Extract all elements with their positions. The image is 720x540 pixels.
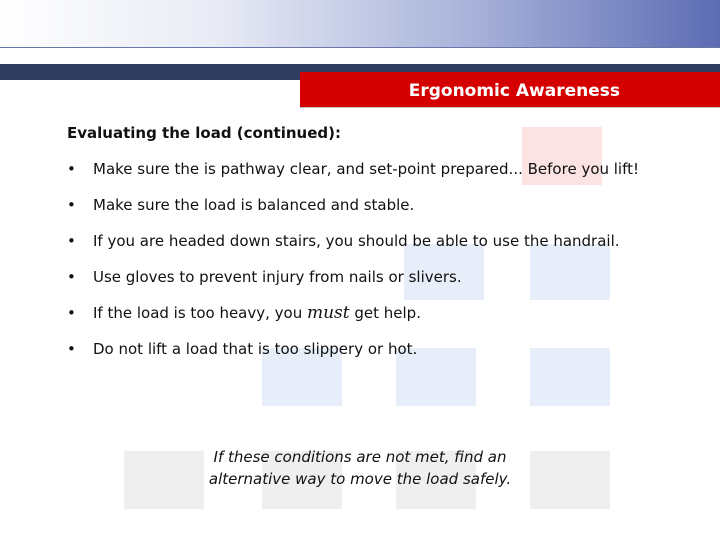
bullet-emphasis: must [306,303,350,323]
bullet-text-before: If the load is too heavy, you [93,304,307,322]
closing-note [190,446,530,490]
closing-line-1: If these conditions are not met, find an [213,448,507,466]
bullet-marker: • [67,340,76,358]
bullet-text: Do not lift a load that is too slippery or hot. [93,340,418,358]
bullet-marker: • [67,304,76,322]
bullet-text: Make sure the load is balanced and stable. [93,196,415,214]
slide-title: Ergonomic Awareness [408,81,620,101]
bullet-item [67,158,667,180]
bullet-item [67,266,667,288]
header-gradient-band [0,0,720,47]
bullet-item [67,302,667,324]
bullet-item [67,338,667,360]
bullet-text-after: get help. [349,304,421,322]
header-rule [0,47,720,48]
title-bar [300,72,720,108]
bullet-text: Make sure the is pathway clear, and set-point prepared... Before you lift! [93,160,640,178]
section-heading: Evaluating the load (continued): [67,124,341,142]
bullet-marker: • [67,232,76,250]
bullet-text: If you are headed down stairs, you should be able to use the handrail. [93,232,620,250]
bullet-item [67,194,667,216]
bullet-list [67,158,667,360]
title-bar-underline [300,107,720,108]
bullet-marker: • [67,160,76,178]
bullet-item [67,230,667,252]
bullet-text: Use gloves to prevent injury from nails or slivers. [93,268,462,286]
bullet-marker: • [67,196,76,214]
closing-line-2: alternative way to move the load safely. [208,470,512,488]
bullet-marker: • [67,268,76,286]
decor-square-gray [530,451,610,509]
